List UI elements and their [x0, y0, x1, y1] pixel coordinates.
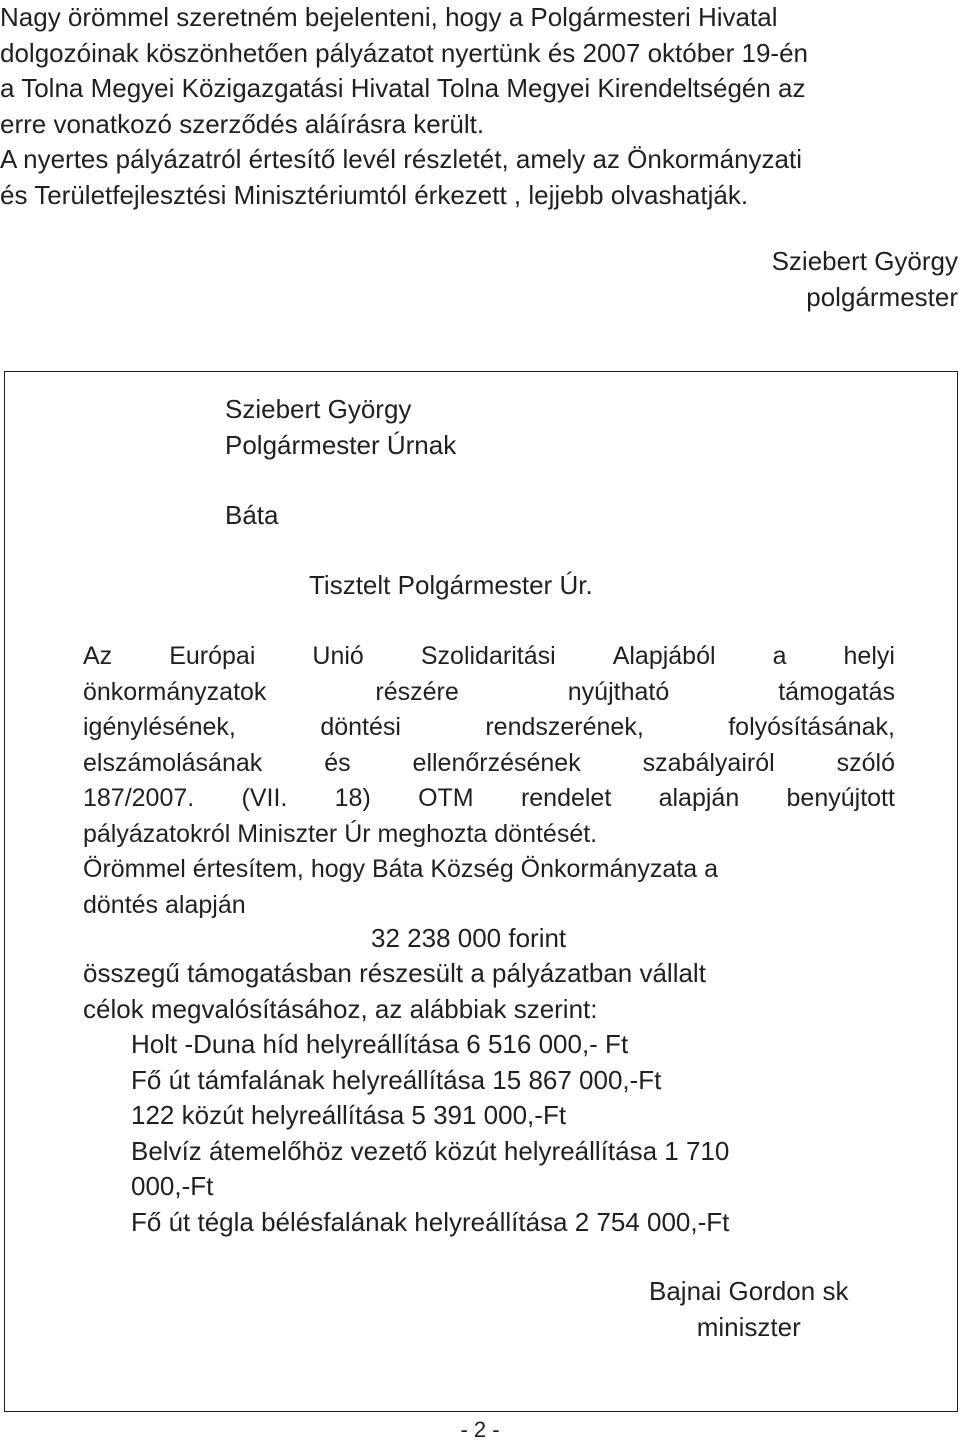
body-word: önkormányzatok [83, 677, 267, 706]
body-word: 187/2007. [83, 784, 195, 812]
addressee-title: Polgármester Úrnak [225, 429, 457, 460]
body-line [83, 639, 895, 675]
letter-place: Báta [225, 500, 279, 530]
body-word: elszámolásának [83, 748, 263, 777]
body-word: és [324, 748, 351, 777]
body-word: rendszerének, [485, 713, 644, 741]
project-list [131, 1027, 729, 1240]
body-word: részére [375, 677, 459, 706]
intro-line: dolgozóinak köszönhetően pályázatot nyertünk és 2007 október 19-én [0, 37, 809, 68]
body-line: döntés alapján [83, 890, 246, 919]
signature-top [772, 244, 958, 315]
intro-paragraph [0, 0, 960, 213]
intro-line: erre vonatkozó szerződés aláírásra került. [0, 108, 485, 139]
signature-top-title: polgármester [806, 281, 958, 312]
body-word: benyújtott [786, 784, 895, 812]
body-word: Alapjából [612, 642, 716, 670]
signer-name: Bajnai Gordon sk [649, 1276, 849, 1306]
grant-amount: 32 238 000 forint [371, 923, 567, 953]
body-word: alapján [658, 784, 740, 812]
body-word: Unió [312, 642, 364, 670]
page-number: - 2 - [460, 1417, 500, 1442]
body-word: igénylésének, [83, 713, 236, 741]
project-item: Fő út támfalának helyreállítása 15 867 000,-Ft [131, 1064, 662, 1095]
body-word: (VII. [241, 784, 288, 812]
body-word: a [772, 642, 787, 670]
body-line: Örömmel értesítem, hogy Báta Község Önkormányzata a [83, 855, 718, 883]
addressee-name: Sziebert György [225, 394, 412, 424]
project-item: 000,-Ft [131, 1171, 214, 1201]
body-line [83, 781, 895, 817]
body-word: nyújtható [567, 677, 670, 706]
body-word: 18) [334, 784, 371, 812]
body-line [83, 746, 895, 782]
body-word: Az [83, 642, 113, 670]
body-line: célok megvalósításához, az alábbiak szerint: [83, 993, 598, 1024]
body-word: OTM [418, 784, 474, 812]
body-word: döntési [320, 713, 401, 741]
signer-title: miniszter [696, 1311, 801, 1342]
project-item: Fő út tégla bélésfalának helyreállítása 2 754 000,-Ft [131, 1206, 730, 1237]
body-line [83, 675, 895, 711]
project-item: Holt -Duna híd helyreállítása 6 516 000,- Ft [131, 1029, 629, 1059]
letter-salutation: Tisztelt Polgármester Úr. [309, 570, 593, 600]
body-word: ellenőrzésének [412, 748, 581, 777]
body-line [83, 710, 895, 746]
intro-line: A nyertes pályázatról értesítő levél részletét, amely az Önkormányzati [0, 144, 803, 174]
body-line: összegű támogatásban részesült a pályázatban vállalt [83, 958, 706, 988]
body-word: rendelet [520, 784, 612, 812]
signature-bottom [649, 1274, 848, 1345]
body-word: szabályairól [642, 748, 775, 777]
intro-line: és Területfejlesztési Minisztériumtól érkezett , lejjebb olvashatják. [0, 179, 749, 210]
body-word: támogatás [778, 677, 895, 706]
project-item: Belvíz átemelőhöz vezető közút helyreállítása 1 710 [131, 1135, 730, 1166]
project-item: 122 közút helyreállítása 5 391 000,-Ft [131, 1100, 567, 1130]
intro-line: a Tolna Megyei Közigazgatási Hivatal Tolna Megyei Kirendeltségén az [0, 73, 806, 103]
letter-addressee [225, 392, 456, 463]
intro-line: Nagy örömmel szeretném bejelenteni, hogy a Polgármesteri Hivatal [0, 2, 778, 32]
body-word: szóló [836, 748, 895, 777]
body-word: helyi [843, 642, 895, 670]
body-word: Szolidaritási [420, 642, 556, 670]
body-word: Európai [169, 642, 256, 670]
letter-body-continued [83, 956, 706, 1027]
body-line: pályázatokról Miniszter Úr meghozta döntését. [83, 819, 598, 848]
letter-body [83, 639, 895, 923]
signature-top-name: Sziebert György [771, 246, 958, 276]
body-word: folyósításának, [728, 713, 895, 741]
